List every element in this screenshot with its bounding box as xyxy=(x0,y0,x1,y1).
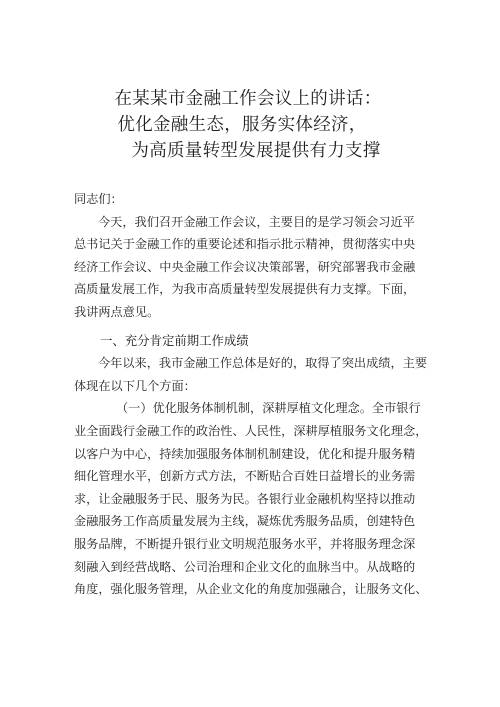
paragraph-line: 今天，我们召开金融工作会议，主要目的是学习领会习近平 xyxy=(98,214,415,229)
paragraph-line: 刻融入到经营战略、公司治理和企业文化的血脉当中。从战略的 xyxy=(74,559,416,574)
paragraph-line: 业全面践行金融工作的政治性、人民性，深耕厚植服务文化理念， xyxy=(74,423,428,438)
paragraph-line: 服务品牌，不断提升银行业文明规范服务水平，并将服务理念深 xyxy=(74,536,416,551)
speech-body xyxy=(74,188,440,601)
section-heading: 一、充分肯定前期工作成绩 xyxy=(100,332,249,348)
title-line: 为高质量转型发展提供有力支撑 xyxy=(131,141,381,161)
paragraph-line: 我讲两点意见。 xyxy=(74,304,160,319)
paragraph-line: 体现在以下几个方面： xyxy=(74,378,196,393)
intro-paragraph xyxy=(74,211,440,324)
subsection-paragraph xyxy=(74,397,440,600)
paragraph-line: 以客户为中心，持续加强服务体制机制建设，优化和提升服务精 xyxy=(74,446,416,461)
paragraph-line: 角度，强化服务管理，从企业文化的角度加强融合，让服务文化、 xyxy=(74,582,428,597)
paragraph-line: 细化管理水平，创新方式方法，不断贴合百姓日益增长的业务需 xyxy=(74,469,416,484)
title-line: 在某某市金融工作会议上的讲话： xyxy=(114,89,382,109)
paragraph-line: 总书记关于金融工作的重要论述和指示批示精神，贯彻落实中央 xyxy=(74,237,416,252)
paragraph-line: 求，让金融服务于民、服务为民。各银行业金融机构坚持以推动 xyxy=(74,491,416,506)
paragraph-line: 高质量发展工作，为我市高质量转型发展提供有力支撑。下面， xyxy=(74,282,416,297)
paragraph-line: （一）优化服务体制机制，深耕厚植文化理念。全市银行 xyxy=(116,401,421,416)
title-line: 优化金融生态，服务实体经济， xyxy=(117,115,367,135)
paragraph-line: 经济工作会议、中央金融工作会议决策部署，研究部署我市金融 xyxy=(74,259,416,274)
paragraph-line: 今年以来，我市金融工作总体是好的，取得了突出成绩，主要 xyxy=(98,356,428,371)
section-intro-paragraph xyxy=(74,352,440,397)
speech-title xyxy=(0,86,500,164)
salutation: 同志们： xyxy=(74,192,123,206)
paragraph-line: 金融服务工作高质量发展为主线，凝炼优秀服务品质，创建特色 xyxy=(74,514,416,529)
